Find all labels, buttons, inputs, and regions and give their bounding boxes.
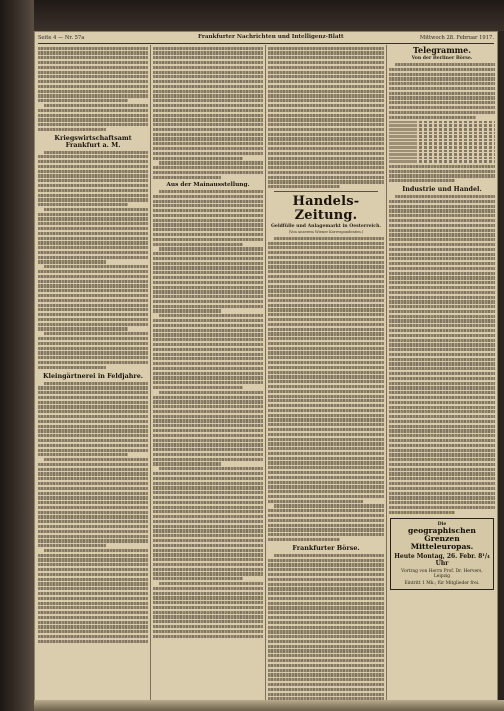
column-4 — [389, 45, 495, 701]
ad-date: Heute Montag, 26. Febr. 8¹/₄ Uhr — [394, 552, 490, 567]
lecture-advertisement — [390, 518, 494, 590]
ad-headline: geographischen Grenzen — [408, 525, 476, 543]
section-subtitle: Von der Berliner Börse. — [411, 56, 473, 62]
ad-headline: Mitteleuropas. — [410, 541, 474, 551]
article-heading: Kleingärtnerei in Feldjahre. — [42, 371, 144, 380]
article-subtitle: Geldfülle und Anlagemarkt in Oesterreich. — [270, 223, 382, 229]
column-3 — [268, 45, 384, 701]
column-1 — [38, 45, 148, 701]
scan-top-margin — [0, 0, 504, 31]
ad-line: Die — [437, 521, 447, 527]
issue-date: Mittwoch 28. Februar 1917. — [419, 35, 494, 41]
article-heading: Aus der Mainausstellung. — [166, 181, 250, 188]
scan-binding-edge — [0, 0, 34, 711]
ad-speaker: Vortrag von Herrn Prof. Dr. Hervers, Leipzig — [401, 568, 483, 579]
scan-bottom-margin — [34, 700, 504, 711]
article-byline: (Von unserem Wiener Korrespondenten.) — [288, 229, 364, 234]
article-heading: Frankfurter Börse. — [292, 544, 360, 553]
article-heading: Kriegswirtschaftsamt Frankfurt a. M. — [54, 134, 132, 149]
column-rule — [386, 45, 387, 701]
article-heading: Industrie und Handel. — [402, 185, 482, 194]
column-2 — [153, 45, 263, 701]
ad-admission: Eintritt 1 Mk.; für Mitglieder frei. — [404, 580, 480, 586]
page-header — [38, 34, 494, 44]
stock-quote-table — [389, 121, 495, 163]
page-number: Seite 4 — Nr. 57a — [38, 35, 85, 41]
section-title: Telegramme. — [412, 45, 472, 55]
newspaper-title: Frankfurter Nachrichten und Intelligenz-Blatt — [198, 34, 344, 40]
newspaper-page — [34, 31, 498, 705]
section-title: Handels-Zeitung. — [292, 194, 360, 224]
column-rule — [265, 45, 266, 701]
column-rule — [150, 45, 151, 701]
